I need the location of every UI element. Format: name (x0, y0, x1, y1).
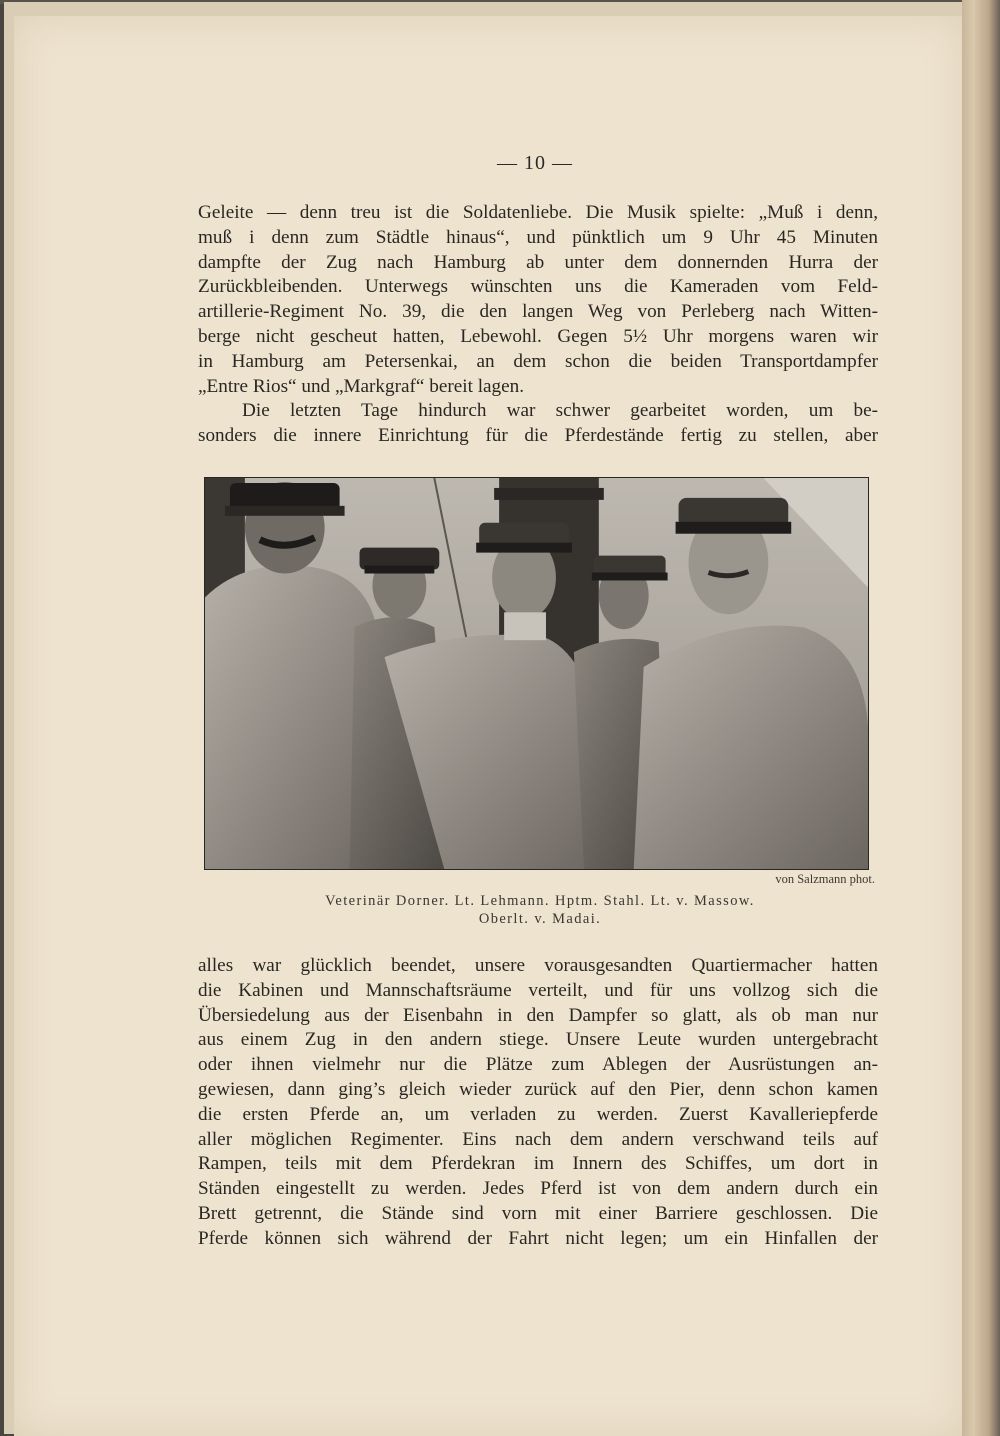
text-line: aller möglichen Regimenter. Eins nach dem andern verschwand teils auf (198, 1128, 878, 1150)
text-line: Ständen eingestellt zu werden. Jedes Pferd ist von dem andern durch ein (198, 1178, 878, 1200)
text-line: gewiesen, dann ging’s gleich wieder zurück auf den Pier, denn schon kamen (198, 1078, 878, 1100)
text-line: Rampen, teils mit dem Pferdekran im Innern des Schiffes, um dort in (198, 1153, 878, 1175)
text-line: „Entre Rios“ und „Markgraf“ bereit lagen. (198, 375, 525, 397)
page-number: — 10 — (497, 152, 573, 174)
text-line: dampfte der Zug nach Hamburg ab unter dem donnernden Hurra der (198, 251, 878, 273)
text-line: in Hamburg am Petersenkai, an dem schon die beiden Transportdampfer (198, 350, 878, 372)
text-line: Brett getrennt, die Stände sind vorn mit einer Barriere geschlossen. Die (198, 1202, 878, 1224)
text-line: alles war glücklich beendet, unsere vorausgesandten Quartiermacher hatten (198, 955, 878, 976)
text-line: sonders die innere Einrichtung für die Pferdestände fertig zu stellen, aber (198, 425, 878, 447)
photo-caption-line-1: Veterinär Dorner. Lt. Lehmann. Hptm. Stahl. Lt. v. Massow. (325, 893, 755, 909)
text-line: Die letzten Tage hindurch war schwer gearbeitet worden, um be- (242, 400, 878, 422)
book-spine-edge (962, 0, 1000, 1436)
text-line: Zurückbleibenden. Unterwegs wünschten uns die Kameraden vom Feld- (198, 276, 878, 298)
photo-caption-line-2: Oberlt. v. Madai. (478, 911, 602, 927)
text-block-top (198, 201, 878, 449)
text-line: Pferde können sich während der Fahrt nicht legen; um ein Hinfallen der (198, 1227, 878, 1249)
text-line: muß i denn zum Städtle hinaus“, und pünktlich um 9 Uhr 45 Minuten (198, 226, 878, 248)
text-line: Übersiedelung aus der Eisenbahn in den Dampfer so glatt, als ob man nur (198, 1004, 878, 1026)
group-photograph (204, 477, 869, 870)
text-block-bottom (198, 954, 878, 1252)
text-line: die Kabinen und Mannschaftsräume verteilt, und für uns vollzog sich die (198, 979, 878, 1001)
text-line: aus einem Zug in den andern stiege. Unsere Leute wurden untergebracht (198, 1029, 878, 1051)
text-line: Geleite — denn treu ist die Soldatenliebe. Die Musik spielte: „Muß i denn, (198, 202, 878, 223)
text-line: oder ihnen vielmehr nur die Plätze zum Ablegen der Ausrüstungen an- (198, 1054, 878, 1076)
text-line: die ersten Pferde an, um verladen zu werden. Zuerst Kavalleriepferde (198, 1103, 878, 1125)
photo-illustration (205, 478, 868, 869)
photo-credit: von Salzmann phot. (775, 872, 875, 886)
text-line: artillerie-Regiment No. 39, die den langen Weg von Perleberg nach Witten- (198, 301, 878, 323)
text-line: berge nicht gescheut hatten, Lebewohl. Gegen 5½ Uhr morgens waren wir (198, 325, 878, 347)
